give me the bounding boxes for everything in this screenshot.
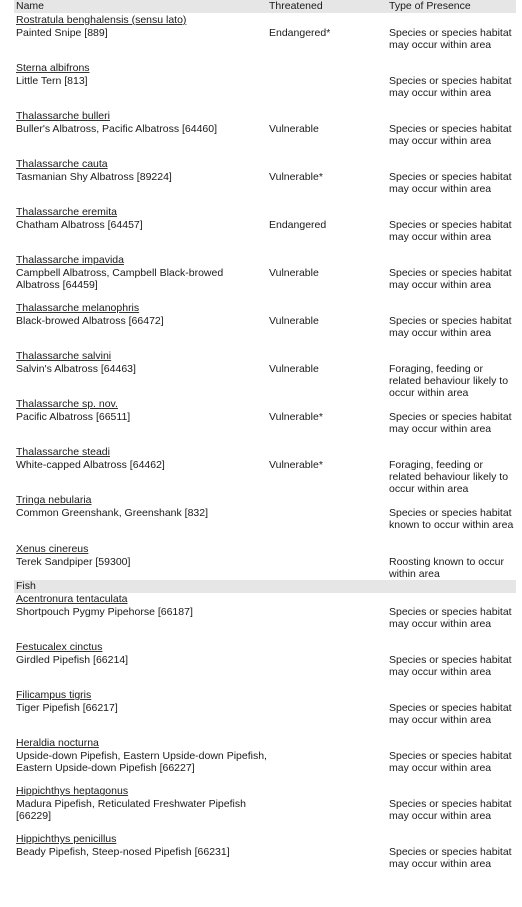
common-name: Salvin's Albatross [64463]: [16, 363, 136, 375]
common-name: White-capped Albatross [64462]: [16, 459, 165, 471]
presence-type: Species or species habitat may occur within area: [389, 702, 512, 726]
scientific-name-link[interactable]: Xenus cinereus: [16, 543, 89, 555]
common-name: Madura Pipefish, Reticulated Freshwater Pipefish [66229]: [16, 798, 246, 822]
presence-type: Roosting known to occur within area: [389, 556, 504, 580]
threatened-status: Endangered: [269, 219, 327, 231]
scientific-name-link[interactable]: Thalassarche steadi: [16, 446, 110, 458]
scientific-name-link[interactable]: Thalassarche sp. nov.: [16, 398, 118, 410]
scientific-name-link[interactable]: Rostratula benghalensis (sensu lato): [16, 14, 187, 26]
presence-type: Foraging, feeding or related behaviour likely to occur within area: [389, 363, 509, 399]
presence-type: Species or species habitat may occur within area: [389, 606, 512, 630]
scientific-name-link[interactable]: Thalassarche salvini: [16, 350, 112, 362]
threatened-status: Vulnerable: [269, 363, 319, 375]
presence-type: Species or species habitat known to occur within area: [389, 507, 514, 531]
common-name: Black-browed Albatross [66472]: [16, 315, 164, 327]
scientific-name-link[interactable]: Acentronura tentaculata: [16, 593, 128, 605]
presence-type: Foraging, feeding or related behaviour likely to occur within area: [389, 459, 509, 495]
presence-type: Species or species habitat may occur within area: [389, 411, 512, 435]
threatened-status: Vulnerable*: [269, 411, 323, 423]
common-name: Beady Pipefish, Steep-nosed Pipefish [66231]: [16, 846, 230, 858]
threatened-status: Vulnerable*: [269, 171, 323, 183]
common-name: Chatham Albatross [64457]: [16, 219, 143, 231]
scientific-name-link[interactable]: Thalassarche bulleri: [16, 110, 110, 122]
scientific-name-link[interactable]: Festucalex cinctus: [16, 641, 103, 653]
presence-type: Species or species habitat may occur within area: [389, 267, 512, 291]
column-header-presence: Type of Presence: [389, 0, 471, 12]
common-name: Terek Sandpiper [59300]: [16, 556, 131, 568]
threatened-status: Vulnerable: [269, 267, 319, 279]
common-name: Upside-down Pipefish, Eastern Upside-down Pipefish, Eastern Upside-down Pipefish [66227]: [16, 750, 267, 774]
presence-type: Species or species habitat may occur within area: [389, 750, 512, 774]
scientific-name-link[interactable]: Thalassarche eremita: [16, 206, 117, 218]
column-header-name: Name: [16, 0, 45, 12]
scientific-name-link[interactable]: Thalassarche impavida: [16, 254, 124, 266]
scientific-name-link[interactable]: Thalassarche melanophris: [16, 302, 140, 314]
common-name: Campbell Albatross, Campbell Black-browed Albatross [64459]: [16, 267, 224, 291]
common-name: Tasmanian Shy Albatross [89224]: [16, 171, 172, 183]
presence-type: Species or species habitat may occur within area: [389, 219, 512, 243]
presence-type: Species or species habitat may occur within area: [389, 171, 512, 195]
threatened-status: Vulnerable: [269, 315, 319, 327]
common-name: Pacific Albatross [66511]: [16, 411, 131, 423]
common-name: Little Tern [813]: [16, 75, 88, 87]
common-name: Girdled Pipefish [66214]: [16, 654, 129, 666]
threatened-status: Vulnerable*: [269, 459, 323, 471]
common-name: Buller's Albatross, Pacific Albatross [64460]: [16, 123, 218, 135]
presence-type: Species or species habitat may occur within area: [389, 846, 512, 870]
scientific-name-link[interactable]: Heraldia nocturna: [16, 737, 99, 749]
scientific-name-link[interactable]: Filicampus tigris: [16, 689, 92, 701]
scientific-name-link[interactable]: Sterna albifrons: [16, 62, 90, 74]
presence-type: Species or species habitat may occur within area: [389, 798, 512, 822]
scientific-name-link[interactable]: Tringa nebularia: [16, 494, 92, 506]
threatened-status: Endangered*: [269, 27, 331, 39]
common-name: Shortpouch Pygmy Pipehorse [66187]: [16, 606, 193, 618]
common-name: Painted Snipe [889]: [16, 27, 108, 39]
scientific-name-link[interactable]: Hippichthys penicillus: [16, 833, 117, 845]
scientific-name-link[interactable]: Hippichthys heptagonus: [16, 785, 129, 797]
presence-type: Species or species habitat may occur within area: [389, 27, 512, 51]
presence-type: Species or species habitat may occur within area: [389, 75, 512, 99]
presence-type: Species or species habitat may occur within area: [389, 123, 512, 147]
table-header: [14, 0, 516, 13]
column-header-threatened: Threatened: [269, 0, 323, 12]
section-header-fish: [14, 580, 516, 593]
threatened-status: Vulnerable: [269, 123, 319, 135]
common-name: Common Greenshank, Greenshank [832]: [16, 507, 209, 519]
presence-type: Species or species habitat may occur within area: [389, 654, 512, 678]
section-title: Fish: [16, 580, 36, 592]
presence-type: Species or species habitat may occur within area: [389, 315, 512, 339]
common-name: Tiger Pipefish [66217]: [16, 702, 118, 714]
scientific-name-link[interactable]: Thalassarche cauta: [16, 158, 108, 170]
